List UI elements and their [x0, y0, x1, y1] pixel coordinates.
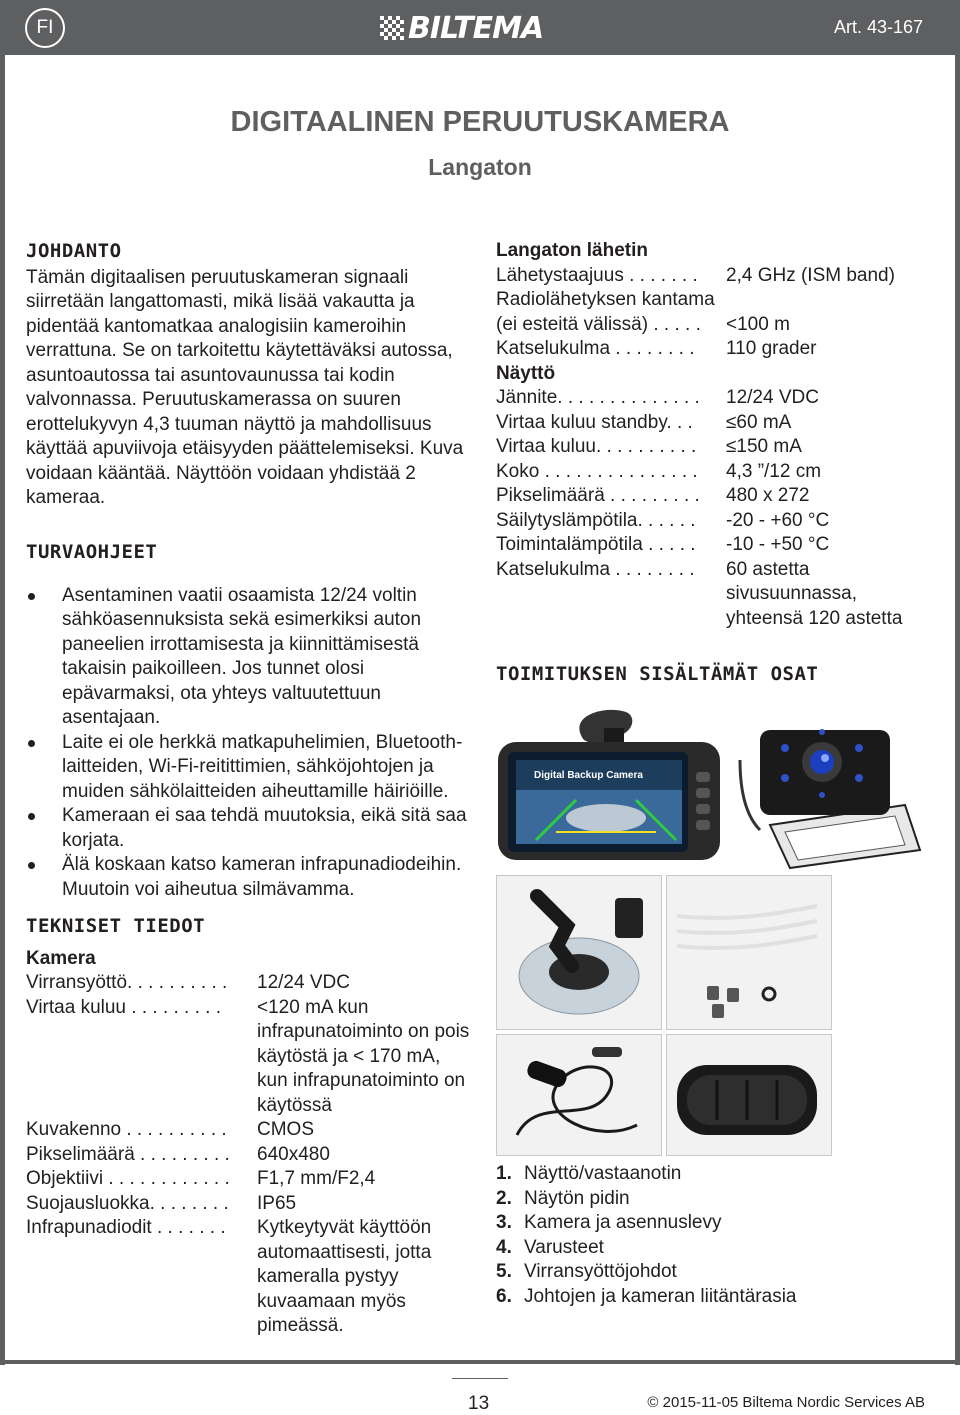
page-number: 13	[468, 1393, 490, 1414]
spec-row: Pikselimäärä . . . . . . . . . 480 x 272	[496, 485, 810, 506]
safety-heading: TURVAOHJEET	[26, 541, 158, 563]
list-item: 3. Kamera ja asennuslevy	[496, 1212, 722, 1233]
spec-row: Pikselimäärä . . . . . . . . . 640x480	[26, 1143, 330, 1165]
header-bar	[0, 0, 960, 55]
list-item: 5. Virransyöttöjohdot	[496, 1261, 677, 1282]
list-item: Asentaminen vaatii osaamista 12/24 voltin sähköasennuksista sekä esimerkiksi auton paneelien irrottamisesta ja kiinnittämisestä takaisin paikoilleen. Jos tunnet olosi epävarmaksi, ota yhteys valtuutettuun asentajaan.	[26, 584, 471, 731]
spec-row: Toimintalämpötila . . . . . -10 - +50 °C	[496, 534, 830, 555]
spec-row: Virransyöttö. . . . . . . . . . 12/24 VDC	[26, 972, 350, 993]
contents-section	[496, 662, 936, 687]
camera-image	[730, 700, 930, 870]
spec-row: Kuvakenno . . . . . . . . . . CMOS	[26, 1119, 314, 1140]
spec-row: Suojausluokka. . . . . . . . IP65	[26, 1192, 297, 1214]
spec-row: Jännite. . . . . . . . . . . . . . 12/24 VDC	[496, 387, 819, 408]
junction-box-image	[666, 1034, 832, 1156]
list-item: 2. Näytön pidin	[496, 1187, 630, 1209]
frame-left	[0, 55, 5, 1365]
accessories-image	[666, 875, 832, 1030]
intro-section	[26, 239, 466, 511]
safety-section	[26, 540, 471, 902]
spec-row: (ei esteitä välissä) . . . . . <100 m	[496, 313, 790, 335]
list-item: Älä koskaan katso kameran infrapunadiodeihin. Muutoin voi aiheutua silmävamma.	[26, 853, 471, 902]
spec-row: Infrapunadiodit . . . . . . . Kytkeytyvät käyttöön automaattisesti, jotta kameralla pystyy kuvaamaan myös pimeässä.	[26, 1217, 432, 1336]
camera-heading: Kamera	[26, 947, 96, 969]
language-badge: FI	[25, 8, 65, 48]
contents-heading: TOIMITUKSEN SISÄLTÄMÄT OSAT	[496, 663, 819, 685]
contents-list	[496, 1162, 936, 1309]
frame-right	[955, 55, 960, 1365]
spec-row: Virtaa kuluu . . . . . . . . . <120 mA kun infrapunatoiminto on pois käytöstä ja < 170 mA, kun infrapunatoiminto on käytössä	[26, 996, 470, 1116]
display-holder-image	[496, 875, 662, 1030]
brand-name: BILTEMA	[408, 10, 544, 46]
intro-text: Tämän digitaalisen peruutuskameran signaali siirretään langattomasti, mikä lisää vakautta ja pidentää kantomatkaa analogisiin kameroihin verrattuna. Se on tarkoitettu käytettäväksi autossa, asuntoautossa tai asuntovaunussa tai kodin valvonnassa. Peruutuskamerassa on suuren erottelukyvyn 4,3 tuuman näyttö ja mahdollisuus käyttää apuviivoja etäisyyden päättelemiseksi. Kuva voidaan kääntää. Näyttöön voidaan yhdistää 2 kameraa.	[26, 266, 464, 508]
contents-list-section	[496, 1162, 936, 1309]
tech-heading: TEKNISET TIEDOT	[26, 915, 206, 937]
camera-spec-table	[26, 971, 476, 1339]
tech-section	[26, 914, 476, 1339]
list-item: 6. Johtojen ja kameran liitäntärasia	[496, 1285, 797, 1307]
spec-row: Objektiivi . . . . . . . . . . . . F1,7 mm/F2,4	[26, 1168, 376, 1189]
checker-flag-icon	[380, 16, 404, 40]
article-number: Art. 43-167	[833, 17, 923, 37]
page-title: DIGITAALINEN PERUUTUSKAMERA	[230, 106, 730, 138]
page-subtitle: Langaton	[428, 154, 532, 180]
spec-row: Lähetystaajuus . . . . . . . 2,4 GHz (ISM band)	[496, 264, 895, 286]
spec-row: Koko . . . . . . . . . . . . . . . 4,3 ”/12 cm	[496, 460, 822, 482]
intro-heading: JOHDANTO	[26, 240, 122, 262]
brand-logo	[380, 12, 543, 44]
spec-row: Katselukulma . . . . . . . . 60 astetta sivusuunnassa, yhteensä 120 astetta	[496, 558, 903, 629]
display-spec-table	[496, 386, 936, 631]
list-item: Kameraan ei saa tehdä muutoksia, eikä sitä saa korjata.	[26, 804, 471, 853]
display-receiver-image	[496, 700, 722, 870]
spec-row: Virtaa kuluu standby. . . ≤60 mA	[496, 411, 792, 433]
safety-list	[26, 584, 471, 903]
transmitter-spec-table	[496, 264, 936, 362]
spec-row: Radiolähetyksen kantama	[496, 289, 715, 310]
power-cable-image	[496, 1034, 662, 1156]
screen-caption: Digital Backup Camera	[534, 770, 643, 781]
specs-right-section	[496, 239, 936, 631]
frame-bottom	[0, 1360, 960, 1364]
spec-row: Katselukulma . . . . . . . . 110 grader	[496, 338, 817, 359]
display-heading: Näyttö	[496, 362, 556, 384]
spec-row: Virtaa kuluu. . . . . . . . . . ≤150 mA	[496, 436, 802, 457]
footer-divider	[452, 1378, 508, 1379]
transmitter-heading: Langaton lähetin	[496, 240, 648, 261]
list-item: 4. Varusteet	[496, 1236, 604, 1258]
spec-row: Säilytyslämpötila. . . . . . -20 - +60 °C	[496, 509, 830, 531]
copyright: © 2015-11-05 Biltema Nordic Services AB	[647, 1394, 925, 1411]
list-item: 1. Näyttö/vastaanotin	[496, 1163, 682, 1184]
list-item: Laite ei ole herkkä matkapuhelimien, Bluetooth-laitteiden, Wi-Fi-reitittimien, sähköjohtojen ja muiden sähkölaitteiden aiheuttamille häiriöille.	[26, 731, 471, 805]
